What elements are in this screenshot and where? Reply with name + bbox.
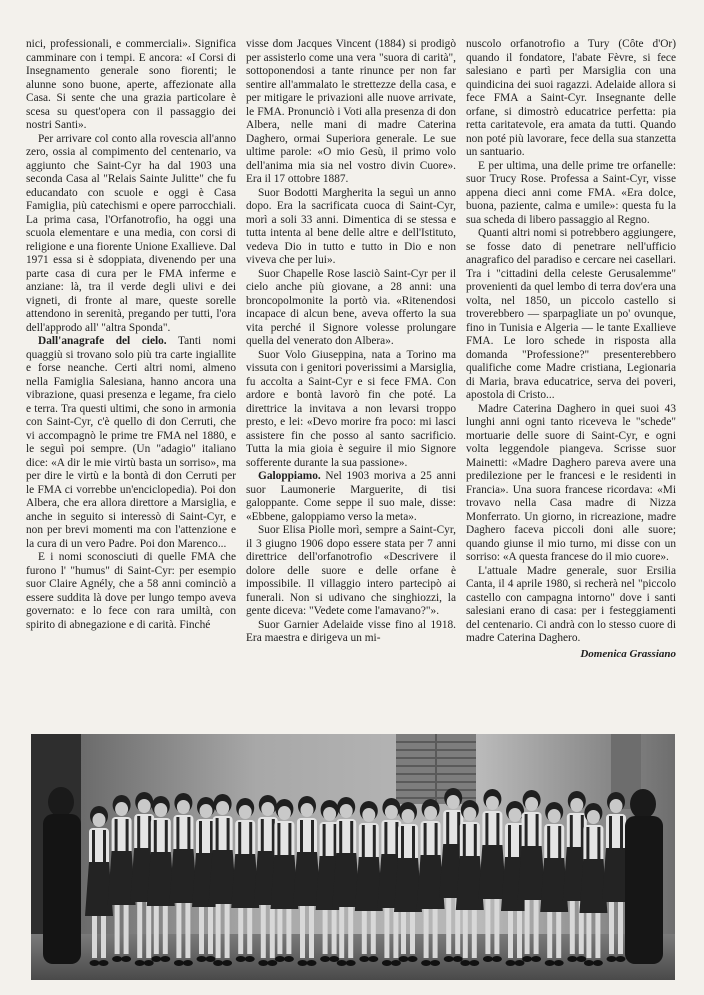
paragraph-text: Suor Chapelle Rose lasciò Saint-Cyr per il cielo anche più giovane, a 28 anni: una broncopolmonite la portò via. «Ritenendosi incapace di alcun bene, aveva offerto la sua vita perché il Signore volesse prolungare quella del venerato don Albera». xyxy=(246,267,456,347)
paragraph-text: Per arrivare col conto alla rovescia all'anno zero, ossia al compimento del centenario, va aggiunto che Saint-Cyr ha dal 1903 una seconda Casa al "Relais Sainte Julitte" che fu educandato con scuole e oggi è Casa Famiglia, più catechismi e opere parrocchiali. La prima casa, l'Orfanotrofio, ha oggi una scuola elementare e una media, con corsi di religione e una fiorente Unione Exallieve. Dal 1971 essa si è sdoppiata, divenendo per una parte casa di cura per le FMA inferme e anziane: là, tra il verde degli ulivi e dei vigneti, di fronte al mare, queste sorelle attendono in serenità, pregando per tutti, l'ora dell'approdo all' "altra Sponda". xyxy=(26,132,236,334)
paragraph xyxy=(246,524,456,619)
paragraph xyxy=(466,227,676,403)
paragraph xyxy=(246,619,456,646)
article-columns xyxy=(26,38,678,726)
group-photo-image xyxy=(31,734,675,980)
paragraph xyxy=(246,349,456,471)
column-1 xyxy=(26,38,236,726)
column-2 xyxy=(246,38,456,726)
paragraph-text: Tanti nomi quaggiù si trovano solo più tra carte ingiallite e forse neanche. Certi altri nomi, almeno nella Famiglia Salesiana, hanno ancora una vibrazione, quasi presenza e legame, fra cielo e terra. Tra questi ultimi, che sono in armonia con Saint-Cyr, c'è quello di don Cerruti, che vi accompagnò le prime tre FMA nel 1880, e le seguì poi sempre. (Un "adagio" italiano dice: «A dir le mie virtù basta un sorriso», ma per dire le virtù e la bontà di don Cerruti per le FMA ci vorrebbe un'enciclopedia). Poi don Albera, che era allora direttore a Marsiglia, e anche in seguito si interessò di Saint-Cyr, e non per brevi momenti ma con l'attenzione e la cura di un vero Padre. Poi don Marenco... xyxy=(26,335,236,550)
paragraph xyxy=(246,268,456,349)
paragraph xyxy=(246,38,456,187)
paragraph xyxy=(246,470,456,524)
paragraph-text: Suor Bodotti Margherita la seguì un anno dopo. Era la sacrificata cuoca di Saint-Cyr, morì a soli 33 anni. Dimentica di se stessa e tutta intenta al bene delle altre e dell'Istituto, vedeva Dio in tutto e tutto in Dio e non viveva che per lui». xyxy=(246,186,456,266)
paragraph-text: visse dom Jacques Vincent (1884) si prodigò per assisterlo come una vera "suora di carità", sottoponendosi a tante rinunce per non far sentire all'ammalato le strettezze della casa, e per mitigare le privazioni alle nuove arrivate, le FMA. Pronunciò i Voti alla presenza di don Albera, nelle mani di madre Caterina Daghero, ormai Superiora generale. Le sue ultime parole: «O mio Gesù, il primo volo dell'anima mia sia nel vostro divin Cuore». Era il 17 ottobre 1887. xyxy=(246,38,456,185)
paragraph-text: E i nomi sconosciuti di quelle FMA che furono l' "humus" di Saint-Cyr: per esempio suor Claire Agnély, che a 58 anni cominciò a essere suddita là dove per lungo tempo aveva governato: e lo fece con rara umiltà, con spirito di abnegazione e di carità. Finché xyxy=(26,551,236,631)
paragraph-text: nici, professionali, e commerciali». Significa camminare con i tempi. E ancora: «I Corsi di Insegnamento generale sono fiorenti; le alunne sono buone, aperte, affezionate alla Casa. Si sente che una grazia particolare è scesa su quest'opera con il passaggio dei nostri Santi». xyxy=(26,38,236,131)
paragraph-text: Suor Garnier Adelaide visse fino al 1918. Era maestra e dirigeva un mi- xyxy=(246,618,456,644)
column-3 xyxy=(466,38,676,726)
paragraph xyxy=(466,160,676,228)
paragraph-text: L'attuale Madre generale, suor Ersilia Canta, il 4 aprile 1980, si recherà nel "piccolo castello con campagna intorno" dove i santi salesiani erano di casa: per i festeggiamenti del centenario. Ci andrà con lo stesso cuore di madre Caterina Daghero. xyxy=(466,564,676,644)
paragraph xyxy=(26,38,236,133)
paragraph-text: nuscolo orfanotrofio a Tury (Côte d'Or) quando il fondatore, l'abate Fèvre, si fece salesiano e partì per Marsiglia con una quindicina dei suoi ragazzi. Adelaide allora si fece FMA a Saint-Cyr. Insegnante delle orfane, si dimostrò educatrice perfetta: pia retta caritatevole, era amata da tutti. Quando non poté più lavorare, fece della sua stanzetta un santuario. xyxy=(466,38,676,158)
paragraph xyxy=(466,565,676,646)
paragraph-text: Suor Volo Giuseppina, nata a Torino ma vissuta con i genitori poverissimi a Marsiglia, fu accolta a Saint-Cyr e si fece FMA. Con ardore e bontà lavorò fin che poté. La direttrice la invitava a non levarsi troppo presto, e lei: «Devo morire fra poco: mi lasci assistere fin che posso al santo sacrificio. Tutta la mia gioia è seguire il mio Signore sofferente durante la sua passione». xyxy=(246,348,456,469)
paragraph xyxy=(26,133,236,336)
paragraph-text: Madre Caterina Daghero in quei suoi 43 lunghi anni ogni tanto riceveva le "schede" mortuarie delle suore di Saint-Cyr, e ogni volta leggendole piangeva. Scrisse suor Mainetti: «Madre Daghero pareva avere una predilezione per le francesi e le residenti in Francia». Una suora francese ricordava: «Mi trovavo nella Casa madre di Nizza Monferrato. Un giorno, in ricreazione, madre Daghero faceva piccoli doni alle suore; quando giunse il mio turno, mi disse con un sorriso: «A questa francese do il mio cuore». xyxy=(466,402,676,563)
section-heading: Galoppiamo. xyxy=(258,470,321,482)
author-signature: Domenica Grassiano xyxy=(580,647,676,660)
paragraph xyxy=(246,187,456,268)
paragraph xyxy=(26,551,236,632)
paragraph xyxy=(466,403,676,565)
paragraph-text: Quanti altri nomi si potrebbero aggiungere, se fosse dato di penetrare nell'ufficio anagrafico del paradiso e cercare nei casellari. Tra i "cittadini della celeste Gerusalemme" provenienti da quel lembo di terra dov'era una volta, nel 1850, un piccolo castello si troverebbero — sparpagliate un po' ovunque, fino in Tunisia e Algeria — le tante Exallieve FMA. Le loro schede in risposta alla domanda "Professione?" presenterebbero qualifiche come Madre cristiana, Legionaria di Maria, brava educatrice, serva dei poveri, apostola di Cristo... xyxy=(466,227,676,401)
paragraph xyxy=(466,38,676,160)
paragraph-text: Nel 1903 moriva a 25 anni suor Laumonerie Marguerite, di tisi galoppante. Come seppe il suo male, disse: «Ebbene, galoppiamo verso la meta». xyxy=(246,470,456,523)
paragraph-text: E per ultima, una delle prime tre orfanelle: suor Trucy Rose. Professa a Saint-Cyr, visse appena dieci anni come FMA. «Era dolce, buona, paziente, calma e umile»: questa fu la sua scheda di libero passaggio al Regno. xyxy=(466,159,676,226)
paragraph-text: Suor Elisa Piolle morì, sempre a Saint-Cyr, il 3 giugno 1906 dopo essere stata per 7 anni direttrice dell'orfanotrofio «Descrivere il dolore delle suore e delle orfane è impossibile. Il villaggio intero partecipò ai funerali. Non si udivano che singhiozzi, la gente diceva: "Vedete come l'amavano?"». xyxy=(246,524,456,617)
section-heading: Dall'anagrafe del cielo. xyxy=(38,335,167,347)
paragraph xyxy=(26,335,236,551)
group-photo xyxy=(31,734,675,980)
